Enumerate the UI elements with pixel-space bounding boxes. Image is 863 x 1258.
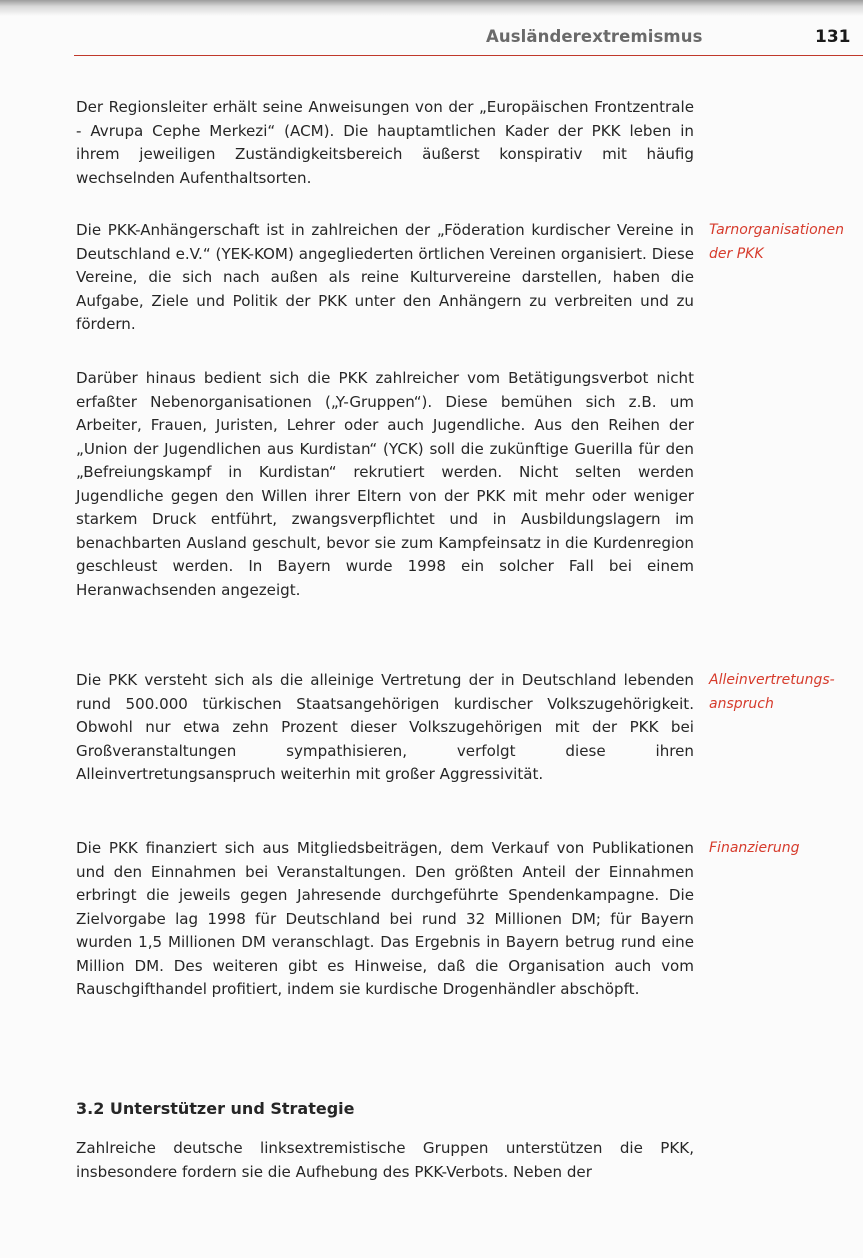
section-number: 3.2	[76, 1099, 105, 1118]
header-rule	[74, 55, 863, 56]
margin-note-alleinvertretungsanspruch: Alleinvertretungs-anspruch	[709, 672, 835, 712]
running-title: Ausländerextremismus	[486, 27, 703, 46]
paragraph-alleinvertretung: Die PKK versteht sich als die alleinige Vertretung der in Deutschland lebenden rund 500.000 türkischen Staatsangehörigen kurdischer Volkszugehörigkeit. Obwohl nur etwa zehn Prozent dieser Volkszugehörigen mit der PKK bei Großveranstaltungen sympathisieren, verfolgt diese ihren Alleinvertretungsanspruch weiterhin mit großer Aggressivität.	[76, 671, 694, 783]
paragraph-regionsleiter: Der Regionsleiter erhält seine Anweisungen von der „Europäischen Frontzentrale - Avrupa Cephe Merkezi“ (ACM). Die hauptamtlichen Kader der PKK leben in ihrem jeweiligen Zuständigkeitsbereich äußerst konspirativ mit häufig wechselnden Aufenthaltsorten.	[76, 98, 694, 187]
paragraph-anhaengerschaft: Die PKK-Anhängerschaft ist in zahlreichen der „Föderation kurdischer Vereine in Deutschland e.V.“ (YEK-KOM) angegliederten örtlichen Vereinen organisiert. Diese Vereine, die sich nach außen als reine Kulturvereine darstellen, haben die Aufgabe, Ziele und Politik der PKK unter den Anhängern zu verbreiten und zu fördern.	[76, 221, 694, 333]
paragraph-unterstuetzer: Zahlreiche deutsche linksextremistische Gruppen unterstützen die PKK, insbesondere fordern sie die Aufhebung des PKK-Verbots. Neben der	[76, 1139, 694, 1181]
paragraph-finanzierung: Die PKK finanziert sich aus Mitgliedsbeiträgen, dem Verkauf von Publikationen und den Einnahmen bei Veranstaltungen. Den größten Anteil der Einnahmen erbringt die jeweils gegen Jahresende durchgeführte Spendenkampagne. Die Zielvorgabe lag 1998 für Deutschland bei rund 32 Millionen DM; für Bayern wurden 1,5 Millionen DM veranschlagt. Das Ergebnis in Bayern betrug rund eine Million DM. Des weiteren gibt es Hinweise, daß die Organisation auch vom Rauschgifthandel profitiert, indem sie kurdische Drogenhändler abschöpft.	[76, 839, 694, 998]
section-title: Unterstützer und Strategie	[109, 1099, 355, 1118]
margin-note-finanzierung: Finanzierung	[709, 840, 800, 856]
section-heading	[76, 1099, 354, 1118]
paragraph-nebenorganisationen: Darüber hinaus bedient sich die PKK zahlreicher vom Betätigungsverbot nicht erfaßter Nebenorganisationen („Y-Gruppen“). Diese bemühen sich z.B. um Arbeiter, Frauen, Juristen, Lehrer oder auch Jugendliche. Aus den Reihen der „Union der Jugendlichen aus Kurdistan“ (YCK) soll die zukünftige Guerilla für den „Befreiungskampf in Kurdistan“ rekrutiert werden. Nicht selten werden Jugendliche gegen den Willen ihrer Eltern von der PKK mit mehr oder weniger starkem Druck entführt, zwangsverpflichtet und in Ausbildungslagern im benachbarten Ausland geschult, bevor sie zum Kampfeinsatz in die Kurdenregion geschleust werden. In Bayern wurde 1998 ein solcher Fall bei einem Heranwachsenden angezeigt.	[76, 369, 694, 599]
page-number: 131	[815, 27, 851, 47]
margin-note-tarnorganisationen: Tarnorganisationen der PKK	[709, 222, 845, 262]
page-top-shadow	[0, 0, 863, 16]
